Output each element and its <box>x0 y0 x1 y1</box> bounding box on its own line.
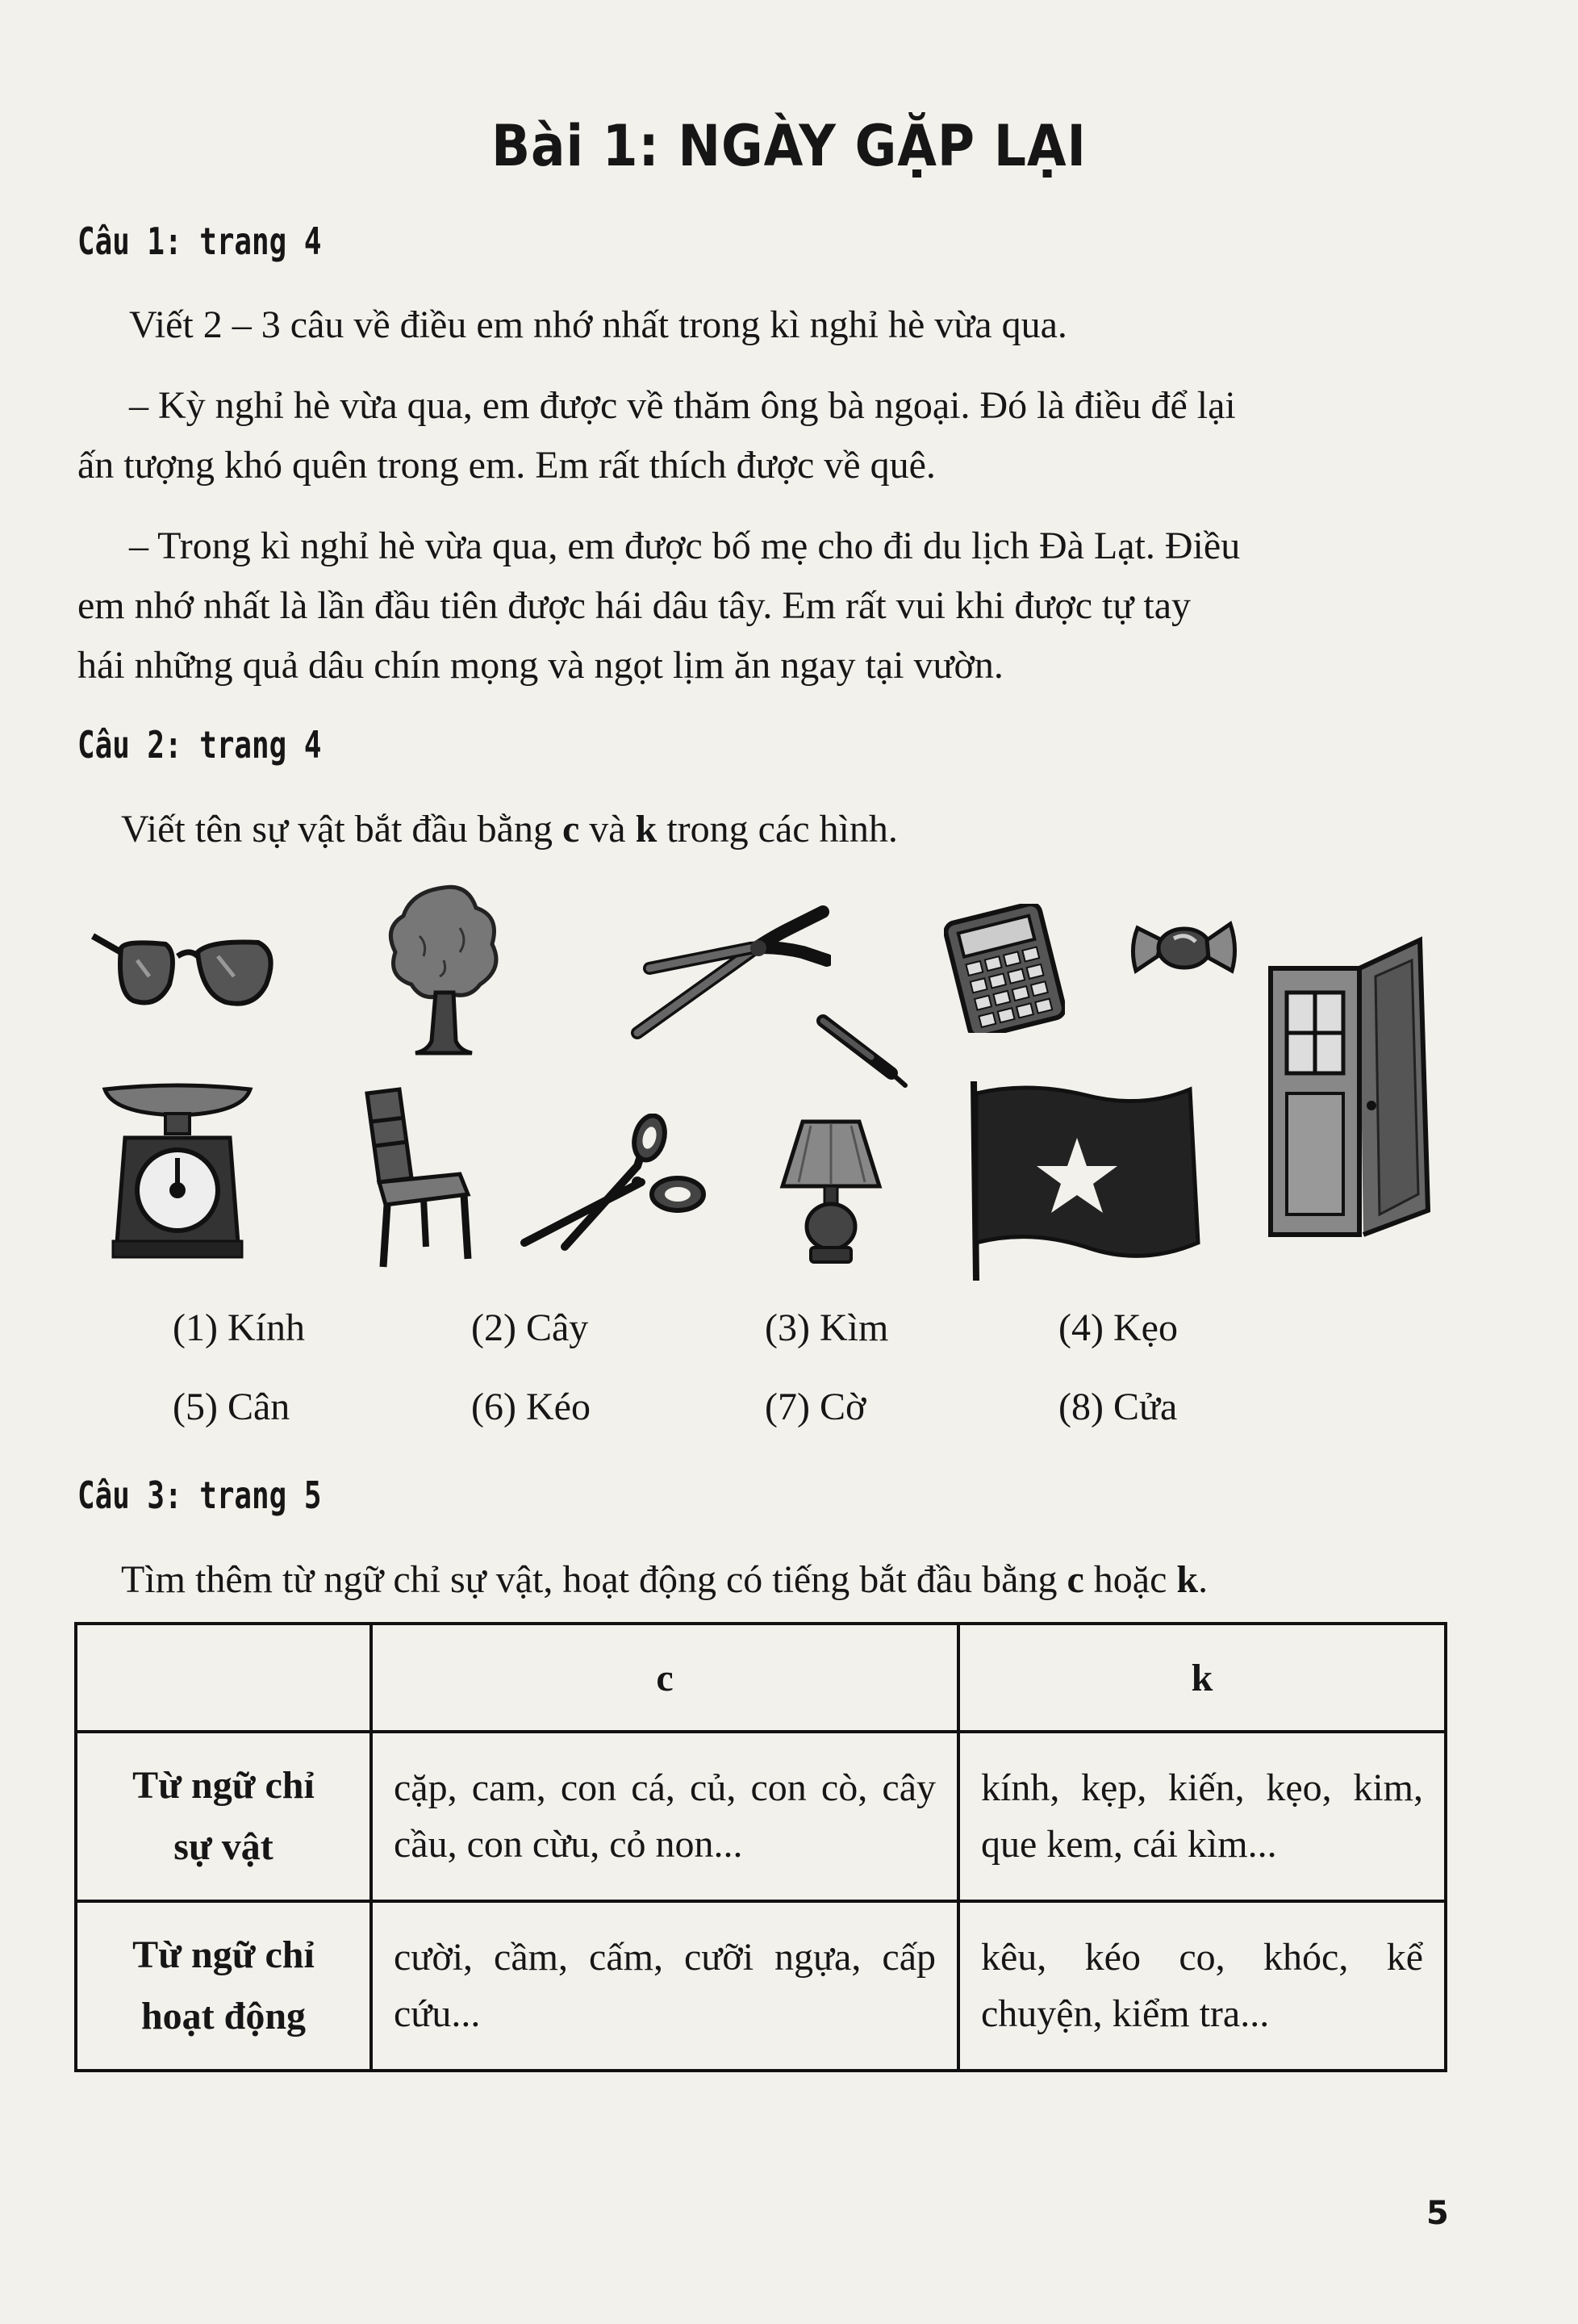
answer-1-line: – Kỳ nghỉ hè vừa qua, em được về thăm ông bà ngoại. Đó là điều để lại <box>129 384 1236 427</box>
prompt-text: Tìm thêm từ ngữ chỉ sự vật, hoạt động có tiếng bắt đầu bằng <box>121 1558 1067 1601</box>
scissors-icon <box>516 1114 710 1259</box>
answer-2-line: em nhớ nhất là lần đầu tiên được hái dâu tây. Em rất vui khi được tự tay <box>77 584 1192 627</box>
pliers-icon <box>629 904 831 1049</box>
table-header-k: k <box>958 1624 1446 1732</box>
cell-things-k: kính, kẹp, kiến, kẹo, kim, que kem, cái kìm... <box>958 1732 1446 1901</box>
prompt-text: . <box>1198 1558 1209 1601</box>
prompt-text: Viết tên sự vật bắt đầu bằng <box>121 808 562 851</box>
prompt-text: và <box>579 808 636 851</box>
scale-icon <box>97 1081 258 1267</box>
answer-item: (2) Cây <box>471 1306 589 1349</box>
cell-actions-c: cười, cầm, cấm, cưỡi ngựa, cấp cứu... <box>371 1901 958 2071</box>
table-row <box>76 1901 1446 2071</box>
question-1-answer-1 <box>77 376 1449 495</box>
candy-icon <box>1129 908 1238 989</box>
row-label-actions <box>76 1901 371 2071</box>
letter-c: c <box>1067 1558 1084 1601</box>
glasses-icon <box>89 920 290 1017</box>
row-label-line: Từ ngữ chỉ <box>132 1764 315 1807</box>
row-label-line: hoạt động <box>140 1995 307 2038</box>
letter-k: k <box>1176 1558 1199 1601</box>
table-header-row <box>76 1624 1446 1732</box>
question-1-prompt-text: Viết 2 – 3 câu về điều em nhớ nhất trong kì nghỉ hè vừa qua. <box>129 303 1067 346</box>
page-number: 5 <box>1426 2195 1449 2232</box>
question-2-heading: Câu 2: trang 4 <box>77 723 322 767</box>
answer-2-line: hái những quả dâu chín mọng và ngọt lịm ăn ngay tại vườn. <box>77 644 1004 687</box>
prompt-text: hoặc <box>1083 1558 1177 1601</box>
question-2-prompt <box>121 807 898 851</box>
answer-item: (6) Kéo <box>471 1386 591 1428</box>
table-header-empty <box>76 1624 371 1732</box>
letter-k: k <box>635 808 658 851</box>
table-header-c: c <box>371 1624 958 1732</box>
row-label-line: sự vật <box>173 1825 273 1868</box>
row-label-line: Từ ngữ chỉ <box>132 1933 315 1976</box>
answer-item: (7) Cờ <box>765 1386 866 1428</box>
lamp-icon <box>774 1114 887 1267</box>
flag-icon <box>964 1077 1202 1283</box>
cell-actions-k: kêu, kéo co, khóc, kể chuyện, kiểm tra... <box>958 1901 1446 2071</box>
tree-icon <box>379 880 508 1057</box>
answer-item: (8) Cửa <box>1058 1386 1178 1428</box>
table-row <box>76 1732 1446 1901</box>
question-3-heading: Câu 3: trang 5 <box>77 1473 322 1517</box>
page-title: Bài 1: NGÀY GẶP LẠI <box>491 113 1087 179</box>
prompt-text: trong các hình. <box>657 808 898 851</box>
cell-things-c: cặp, cam, con cá, củ, con cò, cây cầu, con cừu, cỏ non... <box>371 1732 958 1901</box>
door-icon <box>1259 936 1444 1243</box>
answer-item: (5) Cân <box>173 1386 290 1428</box>
answer-item: (4) Kẹo <box>1058 1306 1178 1349</box>
answer-item: (1) Kính <box>173 1306 305 1349</box>
calculator-icon <box>944 904 1065 1033</box>
answer-1-line: ấn tượng khó quên trong em. Em rất thích được về quê. <box>77 444 936 487</box>
row-label-things <box>76 1732 371 1901</box>
question-1-prompt <box>77 295 1449 355</box>
question-3-prompt <box>121 1557 1208 1602</box>
chair-icon <box>347 1085 476 1271</box>
pen-icon <box>815 1009 912 1089</box>
letter-c: c <box>561 808 580 851</box>
question-1-heading: Câu 1: trang 4 <box>77 219 322 263</box>
answer-item: (3) Kìm <box>765 1306 889 1349</box>
word-table <box>74 1622 1447 2072</box>
answer-2-line: – Trong kì nghỉ hè vừa qua, em được bố mẹ cho đi du lịch Đà Lạt. Điều <box>129 525 1241 567</box>
question-1-answer-2 <box>77 516 1449 696</box>
